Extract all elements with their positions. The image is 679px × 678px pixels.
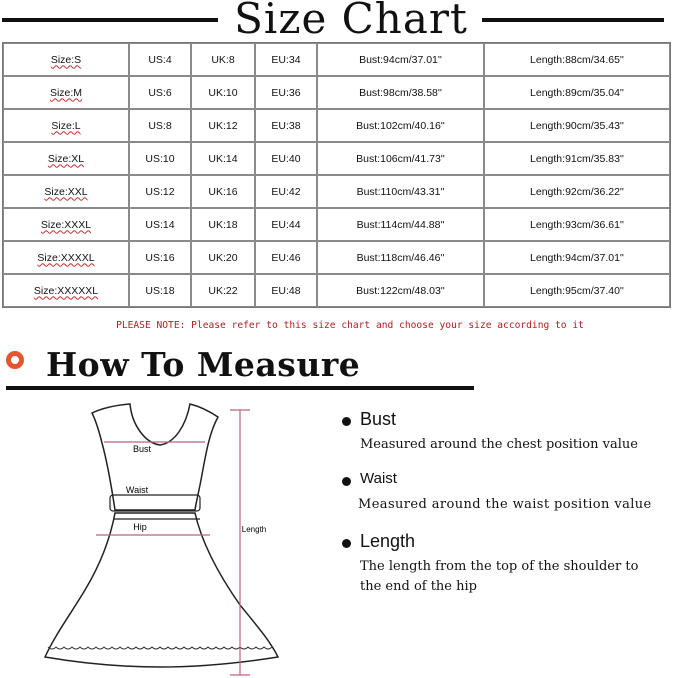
cell-size [3, 76, 129, 109]
cell-bust [317, 142, 484, 175]
waist-diagram-label: Waist [125, 485, 149, 495]
cell-uk [191, 208, 255, 241]
cell-uk [191, 76, 255, 109]
bullet-length-desc: The length from the top of the shoulder to the end of the hip [360, 559, 639, 594]
cell-bust [317, 175, 484, 208]
table-row [3, 274, 670, 307]
length-diagram-label: Length [241, 525, 267, 534]
size-value: Size:XXXXXL [33, 284, 99, 297]
eu-value: EU:34 [271, 53, 301, 66]
title-row [0, 0, 679, 42]
cell-length [484, 208, 670, 241]
cell-bust [317, 76, 484, 109]
bust-diagram-label: Bust [132, 444, 152, 454]
eu-value: EU:42 [271, 185, 301, 198]
cell-us [129, 175, 191, 208]
bust-value: Bust:102cm/40.16'' [356, 119, 445, 132]
bust-value: Bust:122cm/48.03'' [356, 284, 445, 297]
size-value: Size:XXL [44, 185, 88, 198]
cell-eu [255, 76, 317, 109]
length-value: Length:89cm/35.04'' [530, 86, 624, 99]
bust-value: Bust:98cm/38.58'' [359, 86, 442, 99]
us-value: US:16 [145, 251, 175, 264]
us-value: US:14 [145, 218, 175, 231]
cell-size [3, 274, 129, 307]
measure-title: How To Measure [46, 345, 361, 384]
length-value: Length:91cm/35.83'' [530, 152, 624, 165]
measure-lines [96, 410, 250, 675]
cell-eu [255, 208, 317, 241]
length-value: Length:88cm/34.65'' [530, 53, 624, 66]
hip-diagram-label: Hip [133, 522, 147, 532]
eu-value: EU:36 [271, 86, 301, 99]
uk-value: UK:10 [208, 86, 238, 99]
cell-size [3, 241, 129, 274]
cell-us [129, 274, 191, 307]
length-value: Length:94cm/37.01'' [530, 251, 624, 264]
cell-length [484, 76, 670, 109]
bullet-dot-icon [342, 477, 351, 486]
bust-value: Bust:110cm/43.31'' [356, 185, 445, 198]
size-chart-table [2, 42, 671, 308]
table-row [3, 76, 670, 109]
cell-length [484, 43, 670, 76]
cell-bust [317, 109, 484, 142]
size-value: Size:M [49, 86, 83, 99]
bullet-bust-desc: Measured around the chest position value [360, 437, 638, 452]
size-value: Size:XXXXL [37, 251, 95, 264]
title-divider-right [482, 18, 664, 22]
cell-us [129, 241, 191, 274]
us-value: US:12 [145, 185, 175, 198]
cell-uk [191, 142, 255, 175]
cell-eu [255, 175, 317, 208]
us-value: US:18 [145, 284, 175, 297]
us-value: US:8 [148, 119, 172, 132]
length-value: Length:95cm/37.40'' [530, 284, 624, 297]
table-row [3, 175, 670, 208]
uk-value: UK:16 [208, 185, 238, 198]
bust-value: Bust:106cm/41.73'' [356, 152, 445, 165]
cell-eu [255, 142, 317, 175]
us-value: US:4 [148, 53, 172, 66]
size-value: Size:XXXL [40, 218, 92, 231]
cell-us [129, 76, 191, 109]
cell-length [484, 274, 670, 307]
cell-uk [191, 241, 255, 274]
cell-bust [317, 43, 484, 76]
cell-length [484, 175, 670, 208]
uk-value: UK:18 [208, 218, 238, 231]
table-row [3, 43, 670, 76]
waist-band [110, 495, 200, 519]
length-value: Length:90cm/35.43'' [530, 119, 624, 132]
cell-eu [255, 241, 317, 274]
cell-size [3, 43, 129, 76]
cell-size [3, 109, 129, 142]
cell-bust [317, 274, 484, 307]
cell-uk [191, 43, 255, 76]
cell-length [484, 241, 670, 274]
us-value: US:6 [148, 86, 172, 99]
bullet-waist-desc: Measured around the waist position value [358, 497, 652, 512]
dress-bodice [92, 404, 218, 510]
page-title: Size Chart [234, 0, 468, 43]
eu-value: EU:48 [271, 284, 301, 297]
bullet-length-head: Length [360, 531, 416, 551]
cell-length [484, 109, 670, 142]
title-divider-left [2, 18, 218, 22]
bullet-dot-icon [342, 539, 351, 548]
bullet-bust-head: Bust [360, 409, 397, 429]
length-value: Length:93cm/36.61'' [530, 218, 624, 231]
size-value: Size:S [50, 53, 82, 66]
cell-us [129, 109, 191, 142]
ring-icon [6, 351, 24, 369]
bullet-waist-head: Waist [360, 470, 397, 487]
size-value: Size:L [51, 119, 81, 132]
us-value: US:10 [145, 152, 175, 165]
bust-value: Bust:114cm/44.88'' [356, 218, 445, 231]
eu-value: EU:46 [271, 251, 301, 264]
table-row [3, 208, 670, 241]
bullet-dot-icon [342, 417, 351, 426]
uk-value: UK:20 [208, 251, 238, 264]
eu-value: EU:38 [271, 119, 301, 132]
cell-size [3, 208, 129, 241]
cell-us [129, 142, 191, 175]
cell-eu [255, 274, 317, 307]
table-row [3, 109, 670, 142]
measure-divider [6, 386, 474, 390]
uk-value: UK:8 [211, 53, 235, 66]
cell-uk [191, 274, 255, 307]
table-row [3, 142, 670, 175]
cell-us [129, 43, 191, 76]
size-chart-body [3, 43, 670, 307]
uk-value: UK:12 [208, 119, 238, 132]
size-value: Size:XL [47, 152, 85, 165]
bust-value: Bust:94cm/37.01'' [359, 53, 442, 66]
cell-bust [317, 208, 484, 241]
hem-frill [48, 647, 272, 649]
cell-bust [317, 241, 484, 274]
cell-size [3, 142, 129, 175]
cell-eu [255, 109, 317, 142]
bust-value: Bust:118cm/46.46'' [356, 251, 445, 264]
cell-us [129, 208, 191, 241]
cell-uk [191, 175, 255, 208]
length-value: Length:92cm/36.22'' [530, 185, 624, 198]
cell-eu [255, 43, 317, 76]
uk-value: UK:22 [208, 284, 238, 297]
dress-skirt [45, 513, 278, 667]
table-row [3, 241, 670, 274]
size-note: PLEASE NOTE: Please refer to this size chart and choose your size according to it [116, 320, 584, 331]
cell-length [484, 142, 670, 175]
uk-value: UK:14 [208, 152, 238, 165]
cell-size [3, 175, 129, 208]
eu-value: EU:44 [271, 218, 301, 231]
cell-uk [191, 109, 255, 142]
eu-value: EU:40 [271, 152, 301, 165]
dress-diagram [0, 395, 330, 678]
